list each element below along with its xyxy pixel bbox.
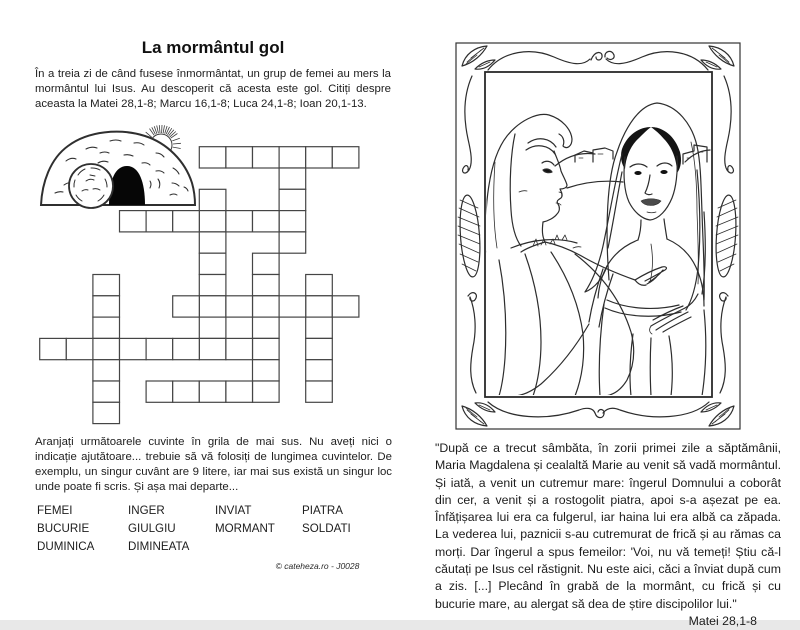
- two-women-illustration: [455, 42, 741, 430]
- crossword-cell[interactable]: [93, 296, 120, 317]
- leaf-icon: [462, 46, 495, 69]
- inner-frame: [485, 72, 712, 397]
- framed-illustration: [455, 42, 741, 430]
- leaf-icon: [462, 403, 495, 426]
- crossword-cell[interactable]: [332, 147, 359, 168]
- crossword-cell[interactable]: [253, 211, 280, 232]
- intro-paragraph: În a treia zi de când fusese înmormântat, un grup de femei au mers la mormântul lui Isus. Au descoperit că acesta este gol. Citiți despre aceasta la Matei 28,1-8; Marcu 16,1-8; Luca 24,1-8; Ioan 20,1-13.: [35, 67, 391, 112]
- crossword-cell[interactable]: [146, 381, 173, 402]
- crossword-cell[interactable]: [279, 296, 306, 317]
- crossword-cell[interactable]: [306, 275, 333, 296]
- crossword-cell[interactable]: [253, 253, 280, 274]
- crossword-cell[interactable]: [93, 275, 120, 296]
- crossword-cell[interactable]: [199, 317, 226, 338]
- crossword-cell[interactable]: [306, 338, 333, 359]
- crossword-cell[interactable]: [253, 296, 280, 317]
- leaf-icon: [701, 46, 734, 69]
- crossword-cell[interactable]: [226, 211, 253, 232]
- crossword-cell[interactable]: [306, 360, 333, 381]
- crossword-cell[interactable]: [279, 189, 306, 210]
- crossword-cell[interactable]: [93, 317, 120, 338]
- instructions-paragraph: Aranjați următoarele cuvinte în grila de mai sus. Nu aveți nici o indicație ajutătoare... trebuie să vă folosiți de lungimea cuvintelor. De exemplu, un singur cuvânt are 9 litere, iar mai sus există un singur loc unde poate fi scris. Și așa mai departe...: [35, 435, 392, 495]
- word-list-item: INVIAT: [215, 504, 302, 522]
- crossword-cell[interactable]: [253, 275, 280, 296]
- scene-two-women: [467, 103, 711, 396]
- word-list: [37, 504, 397, 559]
- crossword-cell[interactable]: [253, 147, 280, 168]
- crossword-cell[interactable]: [199, 147, 226, 168]
- crossword-cell[interactable]: [146, 338, 173, 359]
- crossword-cell[interactable]: [199, 211, 226, 232]
- crossword-cell[interactable]: [199, 275, 226, 296]
- crossword-cell[interactable]: [306, 296, 333, 317]
- crossword-cell[interactable]: [226, 296, 253, 317]
- crossword-cell[interactable]: [279, 232, 306, 253]
- crossword-cell[interactable]: [120, 211, 147, 232]
- scripture-quote: "După ce a trecut sâmbăta, în zorii primei zile a săptămânii, Maria Magdalena și cealaltă Marie au venit să vadă mormântul. Și iată, a venit un cutremur mare: îngerul Domnului a coborât din cer, a venit și a rostogolit piatra, apoi s-a așezat pe ea. Înfățișarea lui era ca fulgerul, iar haina lui era albă ca zăpada. La vederea lui, paznicii s-au cutremurat de frică și au rămas ca morți. Dar îngerul a spus femeilor: 'Voi, nu vă temeți! Știu că-l căutați pe Isus cel răstignit. Nu este aici, căci a înviat după cum a zis. [...] Plecând în grabă de la mormânt, cu frică și cu bucurie mare, au alergat să dea de știre discipolilor lui.": [435, 440, 781, 613]
- crossword-cell[interactable]: [332, 296, 359, 317]
- scripture-reference: Matei 28,1-8: [435, 613, 781, 630]
- word-list-item: BUCURIE: [37, 522, 128, 540]
- crossword-cell[interactable]: [253, 317, 280, 338]
- crossword-cell[interactable]: [306, 147, 333, 168]
- crossword-cell[interactable]: [226, 338, 253, 359]
- crossword-cell[interactable]: [199, 189, 226, 210]
- word-list-item: SOLDATI: [302, 522, 397, 540]
- crossword-cell[interactable]: [226, 381, 253, 402]
- crossword-cell[interactable]: [173, 211, 200, 232]
- crossword-cell[interactable]: [93, 381, 120, 402]
- crossword-cell[interactable]: [253, 338, 280, 359]
- crossword-grid[interactable]: [39, 146, 361, 424]
- crossword-cell[interactable]: [199, 253, 226, 274]
- crossword-cell[interactable]: [199, 381, 226, 402]
- crossword-cell[interactable]: [66, 338, 93, 359]
- word-list-item: MORMANT: [215, 522, 302, 540]
- crossword-puzzle[interactable]: [39, 146, 361, 424]
- word-list-item: INGER: [128, 504, 215, 522]
- crossword-cell[interactable]: [306, 317, 333, 338]
- crossword-cell[interactable]: [173, 381, 200, 402]
- crossword-cell[interactable]: [173, 338, 200, 359]
- crossword-cell[interactable]: [199, 296, 226, 317]
- word-list-item: PIATRA: [302, 504, 397, 522]
- page-title: La mormântul gol: [35, 38, 391, 58]
- crossword-cell[interactable]: [173, 296, 200, 317]
- crossword-cell[interactable]: [93, 360, 120, 381]
- word-list-item: FEMEI: [37, 504, 128, 522]
- word-list-item: DUMINICA: [37, 540, 128, 558]
- crossword-cell[interactable]: [279, 211, 306, 232]
- crossword-cell[interactable]: [199, 338, 226, 359]
- crossword-cell[interactable]: [279, 168, 306, 189]
- scripture-block: [435, 440, 781, 630]
- crossword-cell[interactable]: [279, 147, 306, 168]
- frame-ornaments: [458, 46, 739, 426]
- crossword-cell[interactable]: [146, 211, 173, 232]
- crossword-cell[interactable]: [253, 381, 280, 402]
- crossword-cell[interactable]: [40, 338, 67, 359]
- crossword-cell[interactable]: [226, 147, 253, 168]
- word-list-item: GIULGIU: [128, 522, 215, 540]
- leaf-icon: [701, 403, 734, 426]
- crossword-cell[interactable]: [120, 338, 147, 359]
- copyright-note: © cateheza.ro - J0028: [240, 561, 395, 571]
- crossword-cell[interactable]: [199, 232, 226, 253]
- crossword-cell[interactable]: [93, 402, 120, 423]
- crossword-cell[interactable]: [306, 381, 333, 402]
- outer-frame: [456, 43, 740, 429]
- woman-right: [585, 103, 706, 396]
- crossword-cell[interactable]: [93, 338, 120, 359]
- woman-left: [467, 114, 666, 396]
- word-list-item: DIMINEATA: [128, 540, 215, 558]
- crossword-cell[interactable]: [253, 360, 280, 381]
